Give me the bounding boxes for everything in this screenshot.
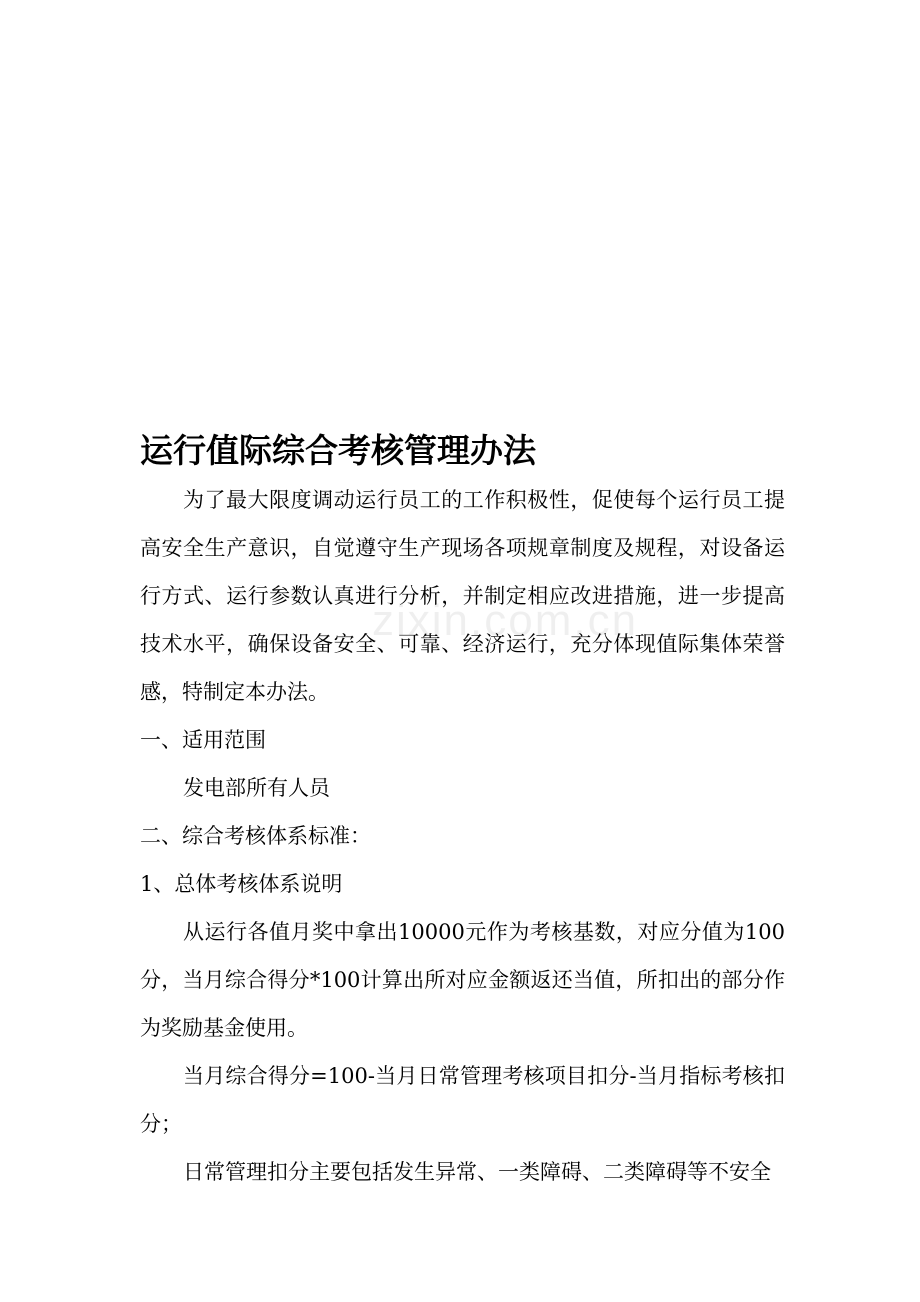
section-heading-scope: 一、适用范围: [140, 728, 266, 752]
document-body: [140, 426, 785, 1196]
daily-management-paragraph: 日常管理扣分主要包括发生异常、一类障碍、二类障碍等不安全: [183, 1160, 771, 1184]
section-heading-standards: 二、综合考核体系标准：: [140, 824, 371, 848]
formula-paragraph: 当月综合得分=100-当月日常管理考核项目扣分-当月指标考核扣分；: [140, 1064, 785, 1136]
watermark: zixin.com.cn: [372, 596, 639, 645]
subsection-heading-overview: 1、总体考核体系说明: [140, 872, 343, 896]
scope-paragraph: 发电部所有人员: [183, 776, 330, 800]
document-title: 运行值际综合考核管理办法: [140, 431, 536, 470]
intro-paragraph: 为了最大限度调动运行员工的工作积极性，促使每个运行员工提高安全生产意识，自觉遵守生产现场各项规章制度及规程，对设备运行方式、运行参数认真进行分析，并制定相应改进措施，进一步提高技术水平，确保设备安全、可靠、经济运行，充分体现值际集体荣誉感，特制定本办法。: [140, 488, 785, 704]
fund-paragraph: 从运行各值月奖中拿出10000元作为考核基数，对应分值为100分，当月综合得分*100计算出所对应金额返还当值，所扣出的部分作为奖励基金使用。: [140, 920, 785, 1040]
